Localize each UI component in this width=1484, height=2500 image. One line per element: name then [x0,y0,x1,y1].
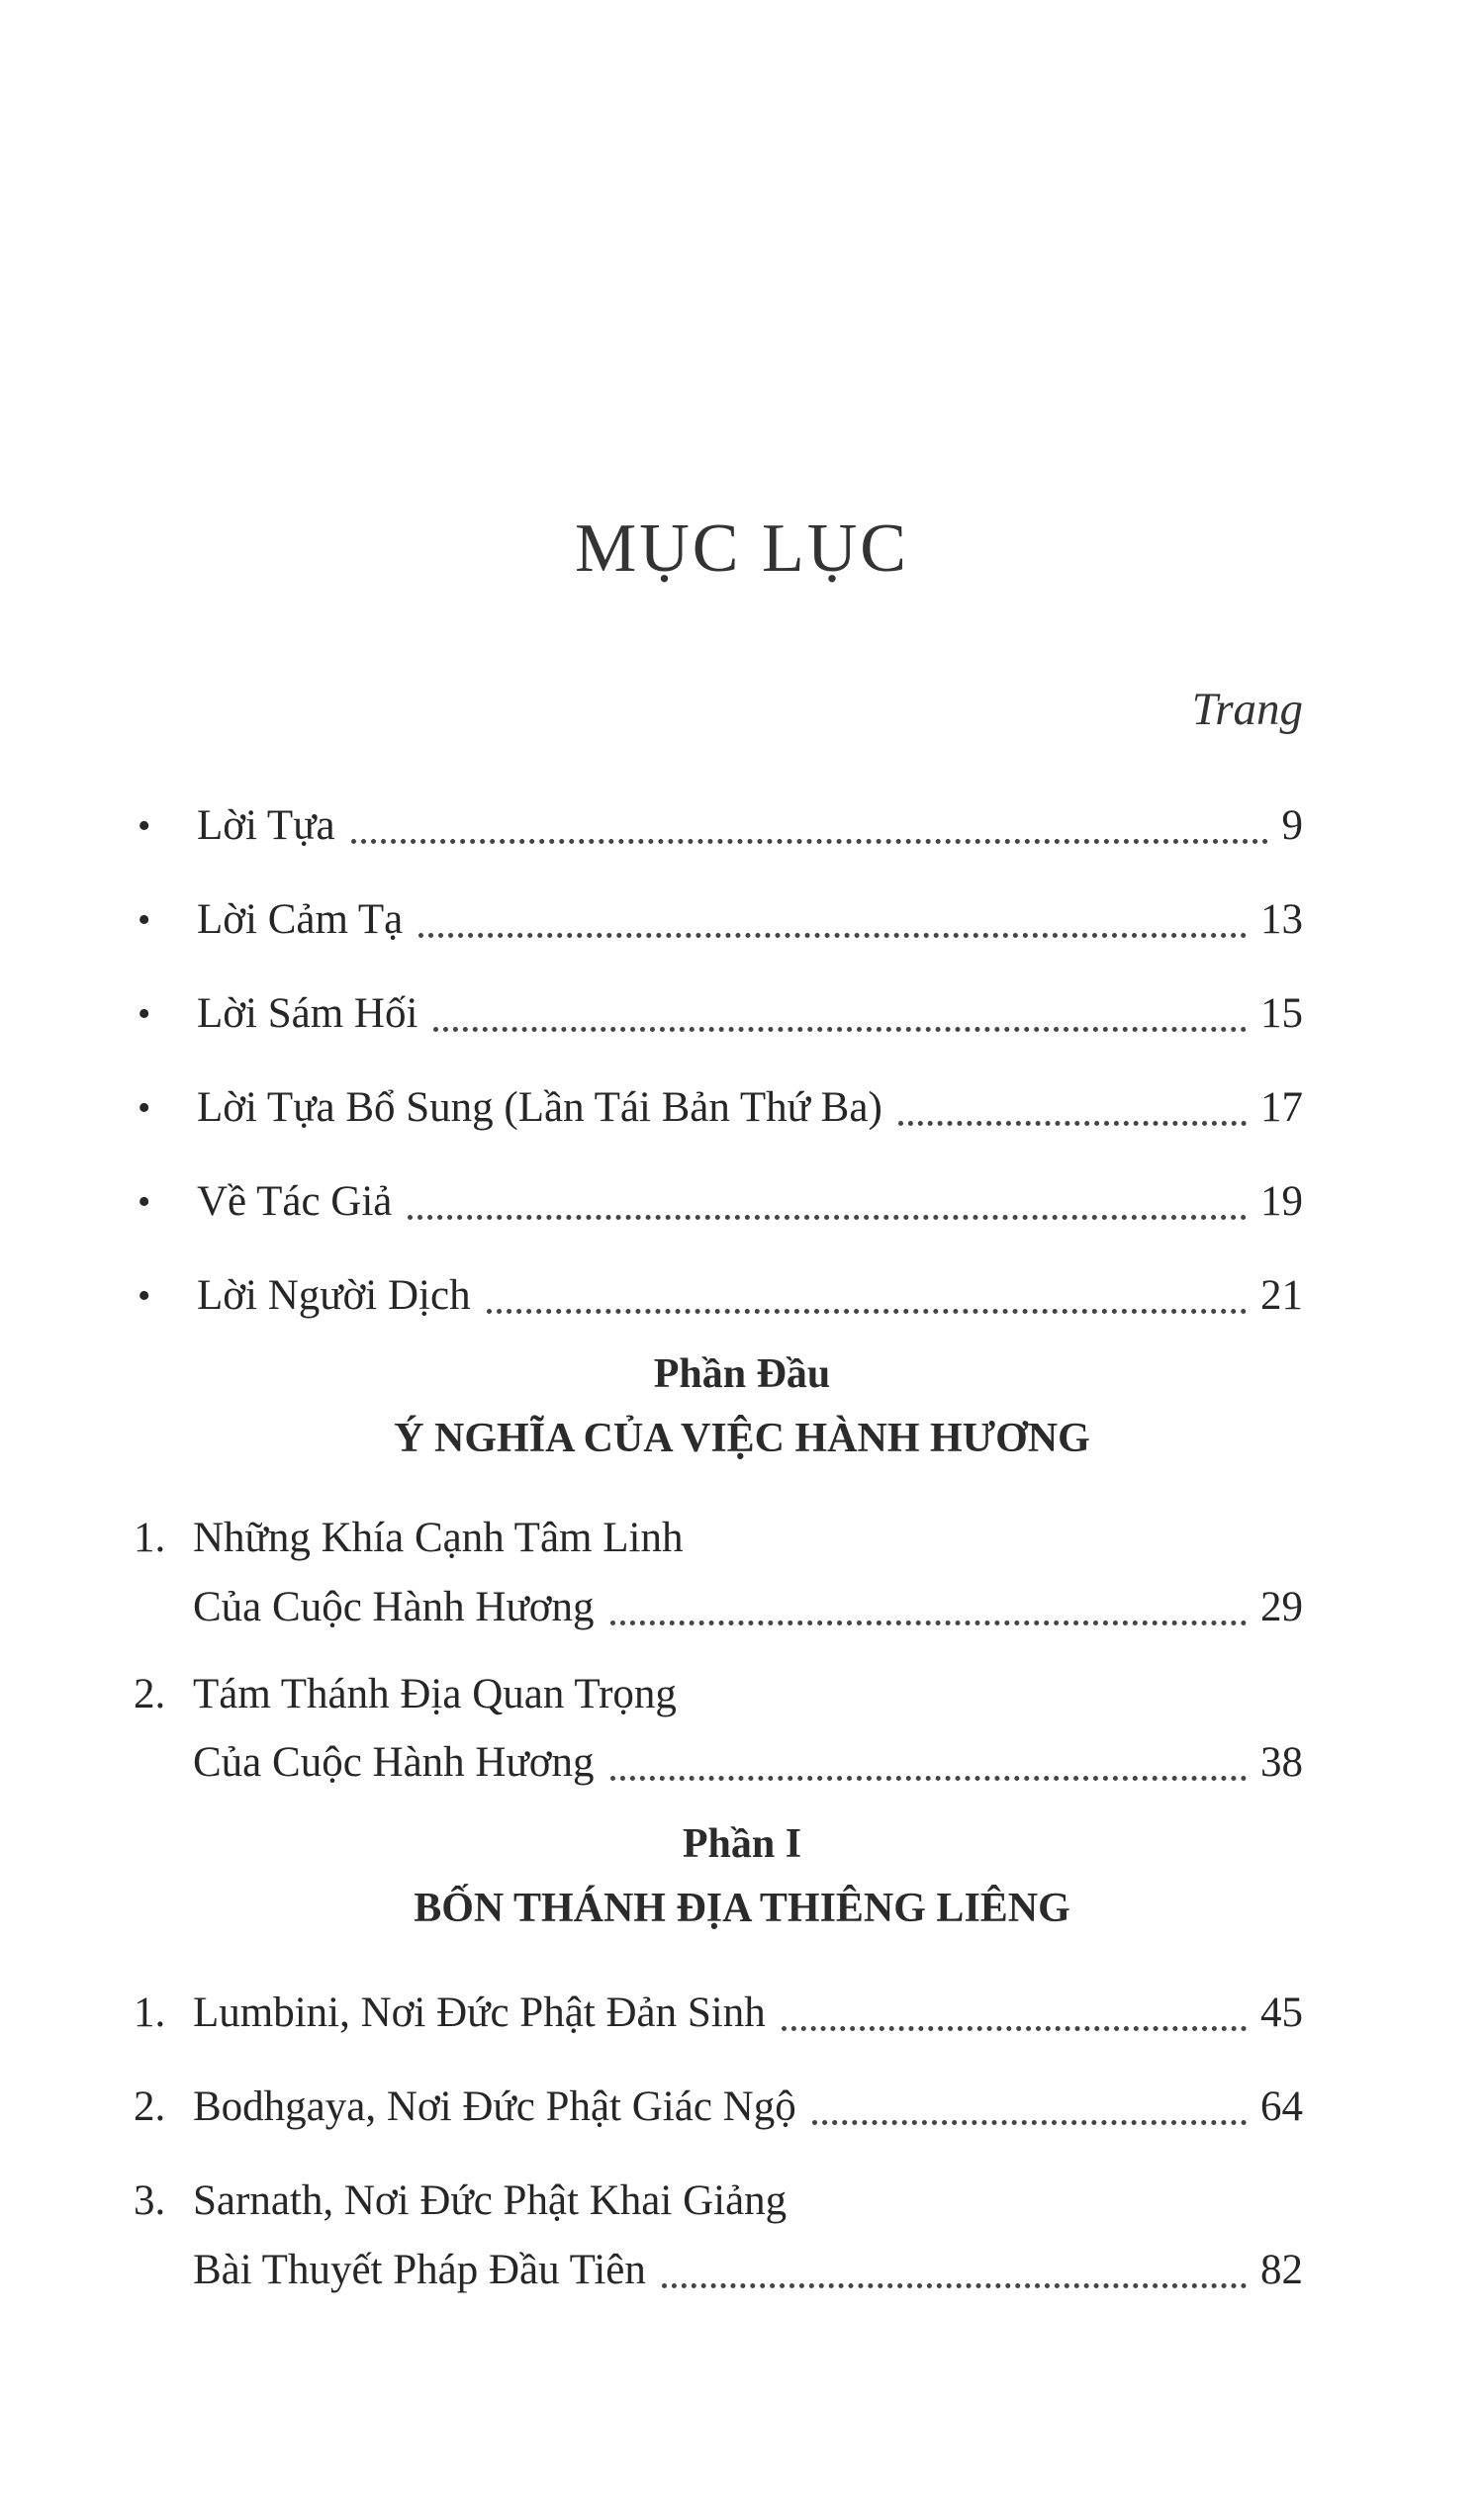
toc-entry-bodhgaya[interactable] [134,2078,1303,2137]
entry-title: Những Khía Cạnh Tâm Linh [193,1515,684,1561]
section-part-label: Phần I [682,1821,802,1867]
entry-page-number: 17 [1260,1084,1303,1131]
entry-title: Lời Tựa [197,802,335,849]
entry-title-continuation: Bài Thuyết Pháp Đầu Tiên [193,2247,646,2293]
toc-entry-khia-canh-tam-linh[interactable] [134,1578,1303,1637]
entry-number: 1. [134,1990,166,2036]
toc-entry-tam-thanh-dia-line1[interactable] [134,1665,1303,1724]
toc-entry-loi-sam-hoi[interactable] [134,984,1303,1044]
entry-page-number: 38 [1260,1739,1303,1786]
section-heading: BỐN THÁNH ĐỊA THIÊNG LIÊNG [414,1886,1070,1931]
entry-number: 3. [134,2177,166,2224]
toc-entry-khia-canh-tam-linh-line1[interactable] [134,1509,1303,1568]
dot-leader [898,1121,1247,1126]
entry-title-continuation: Của Cuộc Hành Hương [193,1584,595,1630]
toc-entry-lumbini[interactable] [134,1984,1303,2043]
entry-page-number: 82 [1260,2247,1303,2293]
entry-page-number: 29 [1260,1584,1303,1630]
toc-entry-loi-tua-bo-sung[interactable] [134,1078,1303,1138]
bullet-icon: • [138,993,151,1035]
page-column-label: Trang [1191,684,1303,735]
entry-title: Lời Người Dịch [197,1272,471,1319]
toc-entry-sarnath-line1[interactable] [134,2172,1303,2231]
bullet-icon: • [138,1087,151,1129]
entry-title: Lumbini, Nơi Đức Phật Đản Sinh [193,1990,766,2036]
dot-leader [433,1027,1247,1032]
toc-entry-sarnath[interactable] [134,2241,1303,2300]
entry-page-number: 15 [1260,990,1303,1037]
bullet-icon: • [138,805,151,847]
entry-page-number: 45 [1260,1990,1303,2036]
entry-page-number: 21 [1260,1272,1303,1319]
entry-title: Về Tác Giả [197,1178,393,1225]
entry-title: Lời Cảm Tạ [197,896,404,943]
dot-leader [782,2026,1247,2031]
entry-title: Lời Tựa Bổ Sung (Lần Tái Bản Thứ Ba) [197,1084,882,1131]
entry-page-number: 9 [1281,802,1303,849]
entry-title: Sarnath, Nơi Đức Phật Khai Giảng [193,2177,788,2224]
bullet-icon: • [138,1181,151,1223]
dot-leader [408,1215,1247,1220]
dot-leader [610,1776,1247,1781]
dot-leader [487,1309,1247,1314]
toc-entry-loi-nguoi-dich[interactable] [134,1266,1303,1326]
dot-leader [812,2120,1247,2125]
entry-title: Lời Sám Hối [197,990,418,1037]
dot-leader [662,2283,1247,2288]
page-title: MỤC LỤC [575,510,909,587]
entry-page-number: 64 [1260,2083,1303,2130]
entry-title: Tám Thánh Địa Quan Trọng [193,1671,677,1717]
entry-number: 2. [134,2083,166,2130]
entry-title: Bodhgaya, Nơi Đức Phật Giác Ngộ [193,2083,796,2130]
section-heading: Ý NGHĨA CỦA VIỆC HÀNH HƯƠNG [394,1416,1090,1461]
toc-entry-loi-cam-ta[interactable] [134,890,1303,950]
entry-number: 1. [134,1515,166,1561]
entry-page-number: 19 [1260,1178,1303,1225]
dot-leader [610,1620,1247,1625]
dot-leader [418,933,1247,938]
entry-title-continuation: Của Cuộc Hành Hương [193,1739,595,1786]
toc-entry-tam-thanh-dia[interactable] [134,1733,1303,1793]
bullet-icon: • [138,899,151,941]
toc-entry-loi-tua[interactable] [134,796,1303,856]
bullet-icon: • [138,1275,151,1317]
dot-leader [351,839,1268,844]
entry-number: 2. [134,1671,166,1717]
entry-page-number: 13 [1260,896,1303,943]
section-part-label: Phần Đầu [653,1351,831,1397]
toc-entry-ve-tac-gia[interactable] [134,1172,1303,1232]
